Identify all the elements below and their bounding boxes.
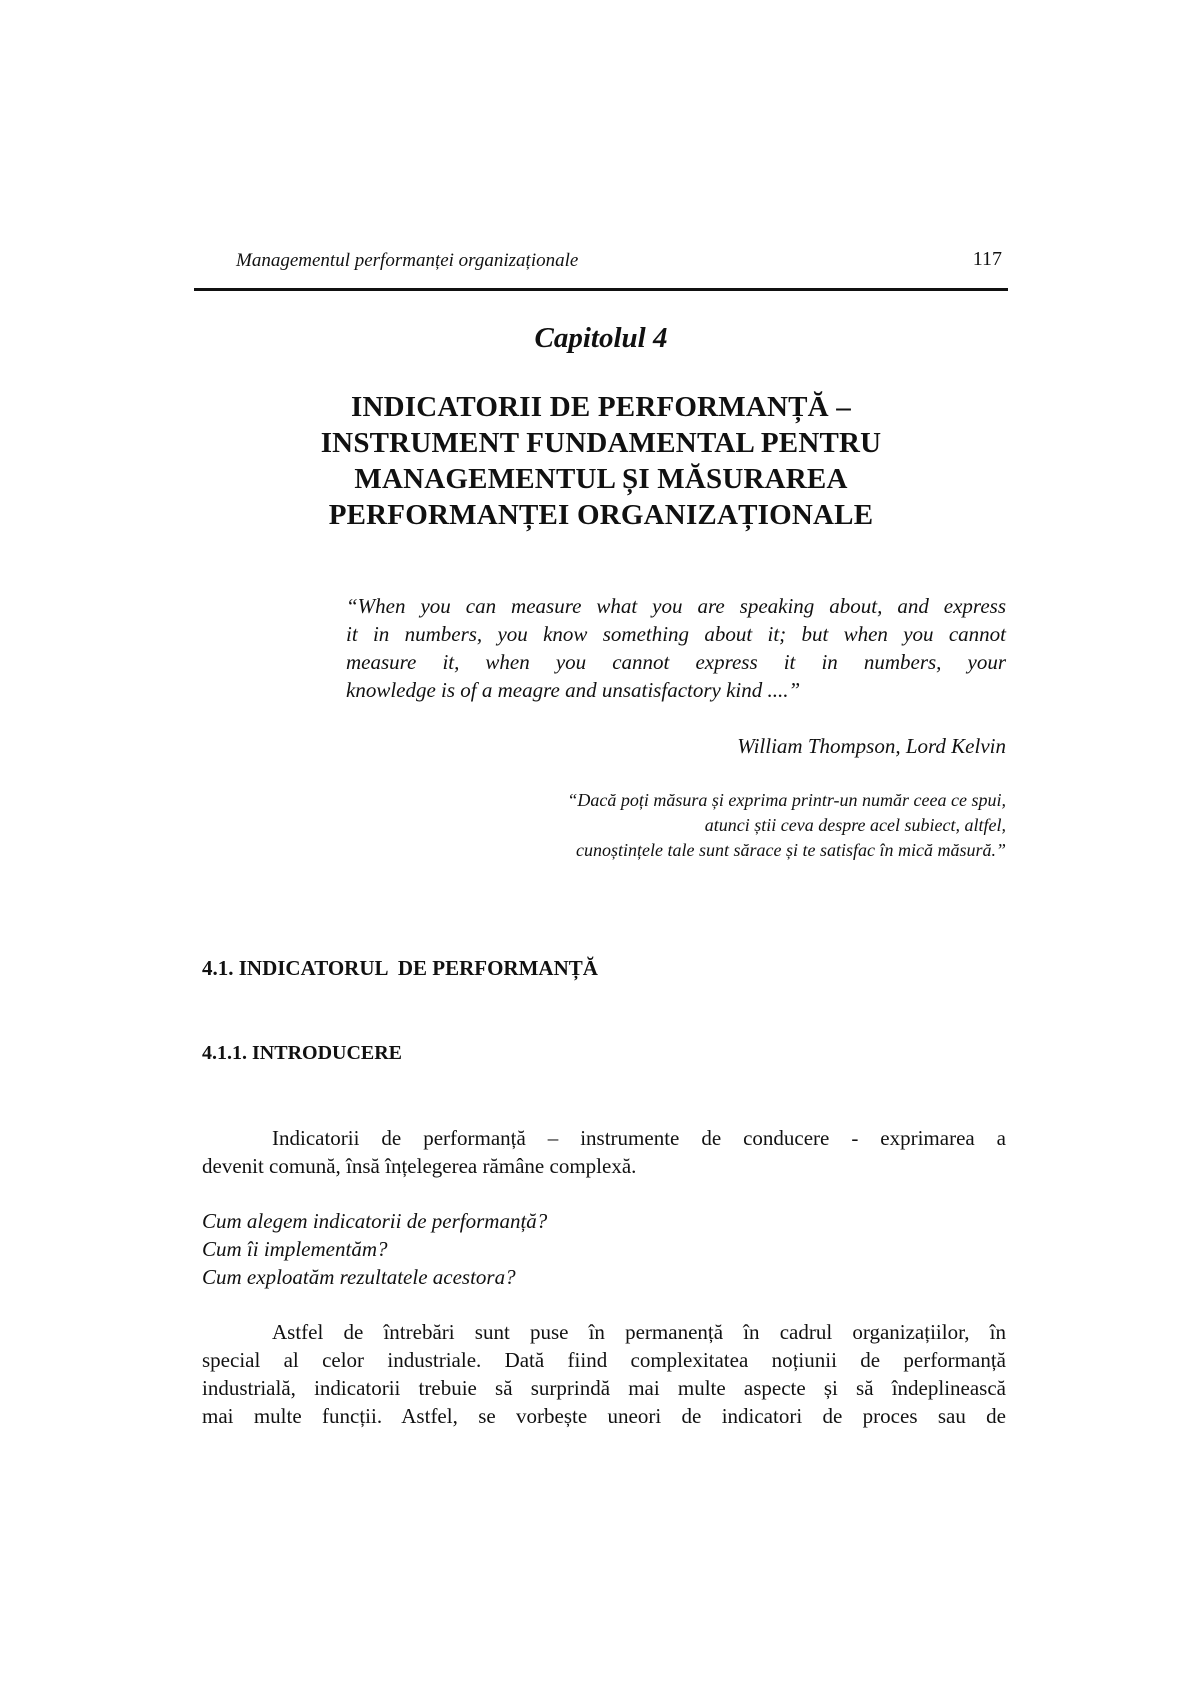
section-heading: 4.1. INDICATORUL DE PERFORMANȚĂ: [202, 956, 598, 980]
question-item: Cum îi implementăm?: [202, 1237, 388, 1261]
epigraph-line: measure it, when you cannot express it in numbers, your: [346, 650, 1006, 674]
epigraph-translation: [346, 788, 1006, 863]
chapter-title-line: INDICATORII DE PERFORMANȚĂ –: [351, 391, 851, 423]
chapter-title-line: PERFORMANȚEI ORGANIZAȚIONALE: [328, 499, 874, 531]
paragraph-line: Indicatorii de performanță – instrumente de conducere - exprimarea a: [272, 1126, 1006, 1150]
paragraph-line: Astfel de întrebări sunt puse în permanență în cadrul organizațiilor, în: [272, 1320, 1006, 1344]
question-item: Cum exploatăm rezultatele acestora?: [202, 1265, 516, 1289]
running-title: Managementul performanței organizaționale: [236, 250, 579, 271]
chapter-title-line: MANAGEMENTUL ȘI MĂSURAREA: [354, 463, 848, 495]
translation-line: atunci știi ceva despre acel subiect, altfel,: [704, 815, 1006, 835]
body-paragraph: [202, 1318, 1006, 1430]
chapter-title-line: INSTRUMENT FUNDAMENTAL PENTRU: [320, 427, 882, 459]
body-paragraph: [202, 1124, 1006, 1180]
chapter-title: [194, 389, 1008, 533]
epigraph-line: “When you can measure what you are speaking about, and express: [346, 594, 1006, 618]
question-item: Cum alegem indicatorii de performanță?: [202, 1209, 548, 1233]
translation-line: “Dacă poți măsura și exprima printr-un număr ceea ce spui,: [567, 790, 1006, 810]
epigraph-quote: [346, 592, 1006, 704]
epigraph-line: knowledge is of a meagre and unsatisfactory kind ....”: [346, 678, 801, 702]
subsection-heading: 4.1.1. INTRODUCERE: [202, 1042, 403, 1064]
epigraph-author: William Thompson, Lord Kelvin: [737, 734, 1006, 758]
translation-line: cunoștințele tale sunt sărace și te satisfac în mică măsură.”: [576, 840, 1006, 860]
running-header: [194, 248, 1008, 291]
page-number: 117: [972, 248, 1002, 270]
chapter-label: Capitolul 4: [534, 322, 668, 354]
paragraph-line: devenit comună, însă înțelegerea rămâne complexă.: [202, 1154, 637, 1178]
epigraph-line: it in numbers, you know something about it; but when you cannot: [346, 622, 1006, 646]
question-list: [202, 1207, 547, 1291]
paragraph-line: special al celor industriale. Dată fiind complexitatea noțiunii de performanță: [202, 1348, 1006, 1372]
paragraph-line: industrială, indicatorii trebuie să surprindă mai multe aspecte și să îndeplinească: [202, 1376, 1006, 1400]
paragraph-line: mai multe funcții. Astfel, se vorbește uneori de indicatori de proces sau de: [202, 1404, 1006, 1428]
